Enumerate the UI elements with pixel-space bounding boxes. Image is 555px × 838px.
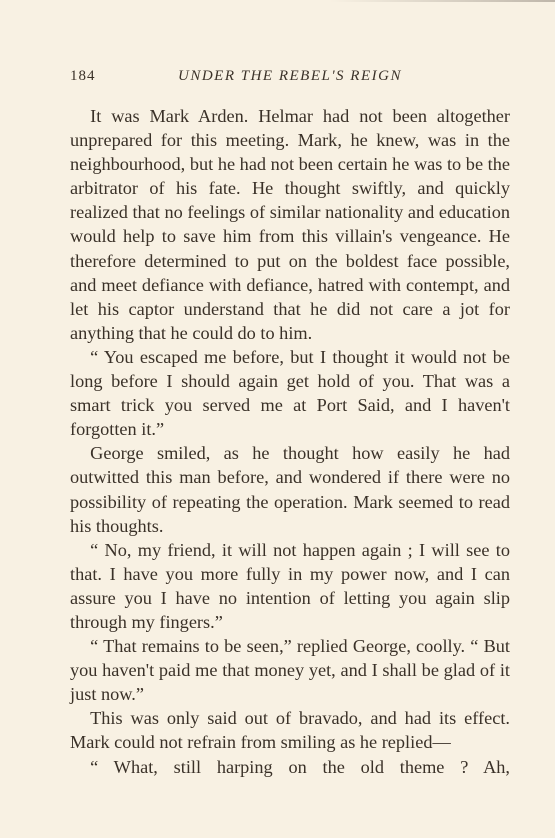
paragraph: “ That remains to be seen,” replied George, coolly. “ But you haven't paid me that money yet, and I shall be glad of it just now.”	[70, 636, 510, 705]
running-title: UNDER THE REBEL'S REIGN	[178, 68, 402, 84]
book-page	[70, 68, 510, 779]
running-head	[70, 68, 510, 90]
paragraph: “ What, still harping on the old theme ? Ah,	[90, 756, 510, 777]
paragraph: It was Mark Arden. Helmar had not been altogether unprepared for this meeting. Mark, he knew, was in the neighbourhood, but he had not been certain he was to be the arbitrator of his fate. He thought swiftly, and quickly realized that no feelings of similar nationality and education would help to save him from this villain's vengeance. He therefore determined to put on the boldest face possible, and meet defiance with defiance, hatred with contempt, and let his captor understand that he did not care a jot for anything that he could do to him.	[70, 106, 510, 343]
body-text	[70, 104, 510, 779]
paragraph: “ You escaped me before, but I thought it would not be long before I should again get hold of you. That was a smart trick you served me at Port Said, and I haven't forgotten it.”	[70, 346, 510, 440]
page-number: 184	[70, 68, 96, 84]
paragraph: “ No, my friend, it will not happen again ; I will see to that. I have you more fully in my power now, and I can assure you I have no intention of letting you again slip through my fingers.”	[70, 539, 510, 632]
paragraph: George smiled, as he thought how easily he had outwitted this man before, and wondered if there were no possibility of repeating the operation. Mark seemed to read his thoughts.	[70, 443, 510, 536]
paragraph: This was only said out of bravado, and had its effect. Mark could not refrain from smiling as he replied—	[70, 708, 510, 753]
top-edge-rule	[330, 0, 555, 2]
